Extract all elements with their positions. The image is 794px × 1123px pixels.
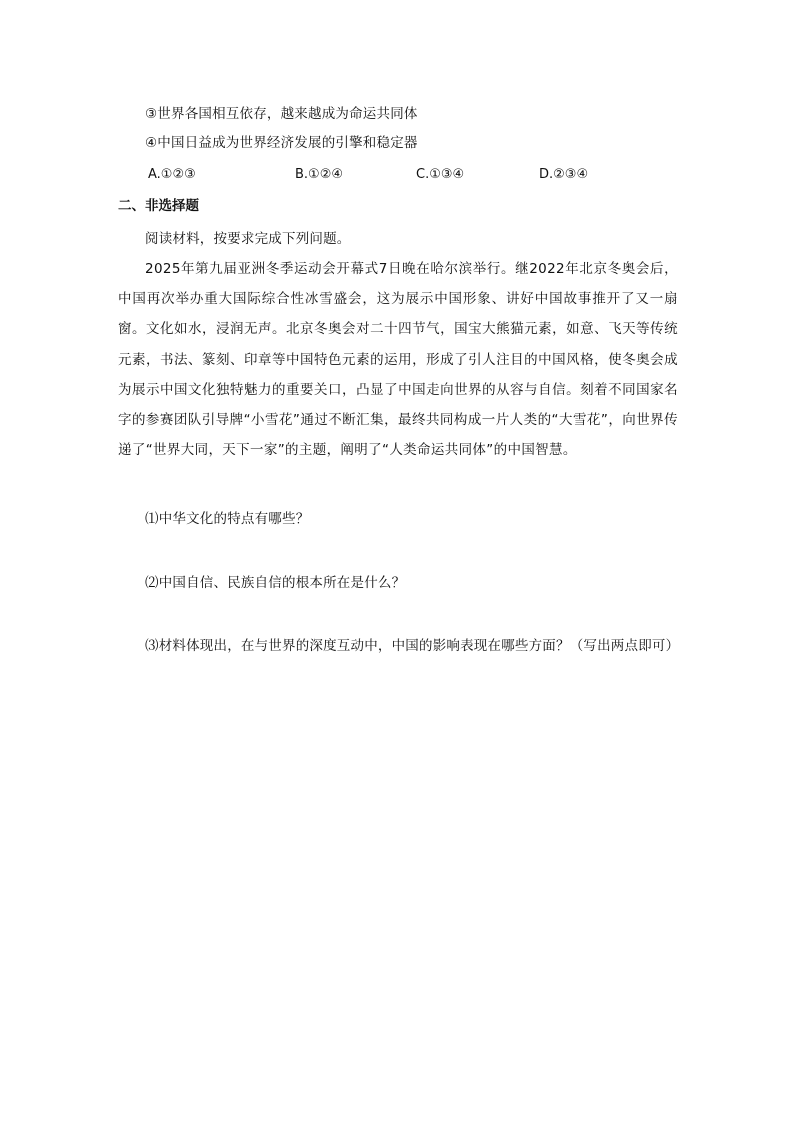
- section-title: 二、非选择题: [118, 198, 199, 214]
- material-paragraph: 2025年第九届亚洲冬季运动会开幕式7日晚在哈尔滨举行。继2022年北京冬奥会后，中国再次举办重大国际综合性冰雪盛会，这为展示中国形象、讲好中国故事推开了又一扇窗。文化如水，浸润无声。北京冬奥会对二十四节气，国宝大熊猫元素，如意、飞天等传统元素，书法、篆刻、印章等中国特色元素的运用，形成了引人注目的中国风格，使冬奥会成为展示中国文化独特魅力的重要关口，凸显了中国走向世界的从容与自信。刻着不同国家名字的参赛团队引导牌“小雪花”通过不断汇集，最终共同构成一片人类的“大雪花”，向世界传递了“世界大同，天下一家”的主题，阐明了“人类命运共同体”的中国智慧。: [118, 261, 678, 459]
- option-b: B.①②④: [295, 167, 344, 182]
- option-c: C.①③④: [416, 167, 465, 182]
- question-3: ⑶材料体现出，在与世界的深度互动中，中国的影响表现在哪些方面？（写出两点即可）: [145, 638, 680, 654]
- instruction-text: 阅读材料，按要求完成下列问题。: [145, 231, 351, 247]
- question-2: ⑵中国自信、民族自信的根本所在是什么？: [145, 575, 406, 591]
- statement-4: ④中国日益成为世界经济发展的引擎和稳定器: [145, 135, 418, 151]
- option-d: D.②③④: [539, 167, 589, 182]
- statement-3: ③世界各国相互依存，越来越成为命运共同体: [145, 106, 418, 122]
- question-1: ⑴中华文化的特点有哪些？: [145, 511, 310, 527]
- option-a: A.①②③: [148, 167, 196, 182]
